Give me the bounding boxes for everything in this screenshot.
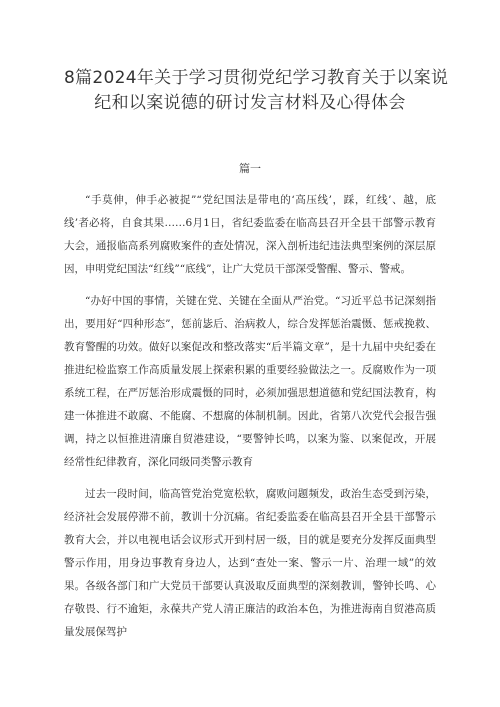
document-body	[64, 189, 436, 644]
section-heading: 篇一	[239, 162, 261, 175]
document-title-line-2: 纪和以案说德的研讨发言材料及心得体会	[94, 93, 406, 113]
paragraph-1: “手莫伸，伸手必被捉”“党纪国法是带电的‘高压线’，踩，红线’、越，底线’者必将，自食其果……6月1日，省纪委监委在临高县召开全县干部警示教育大会，通报临高系列腐败案件的查处情况，深入剖析违纪违法典型案例的深层原因，申明党纪国法“红线”“底线”，让广大党员干部深受警醒、警示、警戒。	[64, 194, 436, 275]
document-title	[64, 0, 449, 116]
document-title-line-1: 8篇2024年关于学习贯彻党纪学习教育关于以案说	[64, 68, 449, 88]
paragraph-3: 过去一段时间，临高管党治党宽松软，腐败问题频发，政治生态受到污染，经济社会发展停滞不前，教训十分沉痛。省纪委监委在临高县召开全县干部警示教育大会，并以电视电话会议形式开到村居一级，目的就是要充分发挥反面典型警示作用，用身边事教育身边人，达到“查处一案、警示一片、治理一域”的效果。各级各部门和广大党员干部要认真汲取反面典型的深刻教训，警钟长鸣、心存敬畏、行不逾矩，永葆共产党人清正廉洁的政治本色，为推进海南自贸港高质量发展保驾护	[64, 488, 436, 638]
paragraph-2: “办好中国的事情，关键在党、关键在全面从严治党。“习近平总书记深刻指出，要用好“四种形态”，惩前毖后、治病救人，综合发挥惩治震慑、惩戒挽救、教育警醒的功效。做好以案促改和整改落实“后半篇文章”，是十九届中央纪委在推进纪检监察工作高质量发展上探索积累的重要经验做法之一。反腐败作为一项系统工程，在严厉惩治形成震慑的同时，必须加强思想道德和党纪国法教育，构建一体推进不敢腐、不能腐、不想腐的体制机制。因此，省第八次党代会报告强调，持之以恒推进清廉自贸港建设，“要警钟长鸣，以案为鉴、以案促改，开展经常性纪律教育，深化同级同类警示教育	[64, 295, 436, 468]
